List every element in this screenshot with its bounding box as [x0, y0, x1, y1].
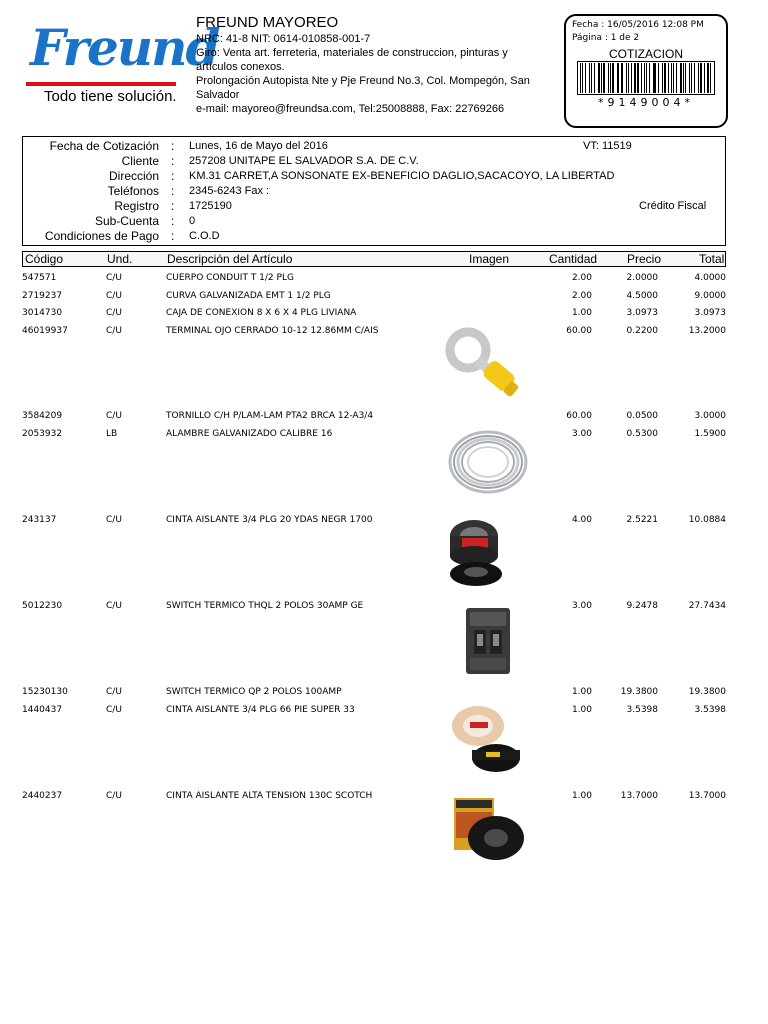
company-nrc-nit: NRC: 41-8 NIT: 0614-010858-001-7 [196, 33, 371, 45]
item-code: 3584209 [22, 411, 63, 421]
document-class: Crédito Fiscal [639, 200, 707, 212]
info-label: Dirección [108, 169, 159, 183]
info-value: 257208 UNITAPE EL SALVADOR S.A. DE C.V. [189, 155, 419, 167]
item-price: 3.5398 [626, 705, 658, 715]
barcode-bar [658, 63, 659, 93]
item-quantity: 1.00 [571, 705, 592, 715]
header-price: Precio [627, 252, 662, 266]
barcode-bar [601, 63, 602, 93]
item-price: 0.5300 [626, 429, 658, 439]
item-unit: C/U [106, 273, 122, 283]
item-code: 46019937 [22, 326, 68, 336]
barcode-bar [646, 63, 647, 93]
item-price: 2.5221 [626, 515, 658, 525]
company-giro: Giro: Venta art. ferreteria, materiales de construccion, pinturas y artículos conexos. [196, 47, 508, 73]
barcode-bar [580, 63, 581, 93]
item-quantity: 60.00 [566, 326, 592, 336]
item-total: 9.0000 [694, 291, 726, 301]
item-price: 2.0000 [626, 273, 658, 283]
barcode-bar [700, 63, 702, 93]
barcode-bar [641, 63, 642, 93]
info-row-condiciones: Condiciones de Pago : C.O.D [23, 229, 727, 244]
wire-coil-image [444, 424, 532, 500]
barcode-bar [673, 63, 674, 93]
barcode-bar [710, 63, 711, 93]
info-label: Fecha de Cotización [49, 139, 159, 153]
barcode-bar [594, 63, 595, 93]
item-price: 4.5000 [626, 291, 658, 301]
barcode-bar [654, 63, 656, 93]
info-label: Teléfonos [107, 184, 159, 198]
barcode-bar [628, 63, 629, 93]
item-unit: LB [106, 429, 118, 439]
item-total: 10.0884 [688, 515, 726, 525]
item-code: 3014730 [22, 308, 63, 318]
stamp-date: Fecha : 16/05/2016 12:08 PM [572, 20, 704, 30]
item-quantity: 1.00 [571, 687, 592, 697]
barcode-bar [676, 63, 677, 93]
info-value: 2345-6243 Fax : [189, 185, 270, 197]
info-row-registro: Registro : 1725190 Crédito Fiscal [23, 199, 727, 214]
info-value: 0 [189, 215, 196, 227]
item-total: 1.5900 [694, 429, 726, 439]
scotch-130c-tape-image [444, 790, 532, 866]
item-unit: C/U [106, 687, 122, 697]
stamp-page: Página : 1 de 2 [572, 33, 640, 43]
item-price: 13.7000 [620, 791, 658, 801]
item-quantity: 1.00 [571, 308, 592, 318]
info-label: Sub-Cuenta [94, 214, 159, 228]
customer-info-box [22, 136, 726, 246]
item-unit: C/U [106, 601, 122, 611]
item-description: SWITCH TERMICO THQL 2 POLOS 30AMP GE [166, 601, 364, 611]
item-description: ALAMBRE GALVANIZADO CALIBRE 16 [166, 429, 333, 439]
barcode-bar [621, 63, 623, 93]
item-description: CINTA AISLANTE ALTA TENSION 130C SCOTCH [166, 791, 373, 801]
barcode-bar [649, 63, 650, 93]
barcode-bar [608, 63, 609, 93]
item-price: 3.0973 [626, 308, 658, 318]
item-quantity: 4.00 [571, 515, 592, 525]
item-description: CINTA AISLANTE 3/4 PLG 66 PIE SUPER 33 [166, 705, 355, 715]
info-label: Condiciones de Pago [44, 229, 159, 243]
item-price: 0.2200 [626, 326, 658, 336]
barcode-bar [626, 63, 627, 93]
barcode-bar [589, 63, 591, 93]
header-description: Descripción del Artículo [167, 252, 293, 266]
electrical-tape-image [444, 512, 532, 588]
company-info [196, 14, 540, 116]
item-code: 15230130 [22, 687, 68, 697]
barcode-bar [591, 63, 592, 93]
barcode-bar [668, 63, 669, 93]
info-row-fecha: Fecha de Cotización : Lunes, 16 de Mayo del 2016 VT: 11519 [23, 139, 727, 154]
item-description: CINTA AISLANTE 3/4 PLG 20 YDAS NEGR 1700 [166, 515, 373, 525]
company-address: Prolongación Autopista Nte y Pje Freund No.3, Col. Mompegón, San Salvador [196, 75, 530, 101]
super33-tape-image [444, 700, 532, 776]
header-image: Imagen [469, 252, 510, 266]
item-unit: C/U [106, 791, 122, 801]
item-total: 3.5398 [694, 705, 726, 715]
barcode-text: *9149004* [598, 96, 694, 109]
logo-brand: Freund [30, 18, 219, 77]
info-row-subcuenta: Sub-Cuenta : 0 [23, 214, 727, 229]
item-unit: C/U [106, 705, 122, 715]
item-total: 4.0000 [694, 273, 726, 283]
item-unit: C/U [106, 326, 122, 336]
barcode-bar [585, 63, 586, 93]
barcode-bar [707, 63, 708, 93]
item-code: 243137 [22, 515, 57, 525]
circuit-breaker-image [444, 604, 532, 680]
vt-number: VT: 11519 [583, 140, 632, 152]
barcode-bar [617, 63, 618, 93]
item-description: CURVA GALVANIZADA EMT 1 1/2 PLG [166, 291, 331, 301]
item-code: 5012230 [22, 601, 63, 611]
item-price: 0.0500 [626, 411, 658, 421]
item-price: 9.2478 [626, 601, 658, 611]
barcode [577, 61, 715, 95]
item-code: 2440237 [22, 791, 63, 801]
barcode-bar [698, 63, 699, 93]
info-value: Lunes, 16 de Mayo del 2016 [189, 140, 328, 152]
item-quantity: 3.00 [571, 429, 592, 439]
item-unit: C/U [106, 411, 122, 421]
item-description: TORNILLO C/H P/LAM-LAM PTA2 BRCA 12-A3/4 [166, 411, 374, 421]
info-row-telefonos: Teléfonos : 2345-6243 Fax : [23, 184, 727, 199]
info-row-cliente: Cliente : 257208 UNITAPE EL SALVADOR S.A. DE C.V. [23, 154, 727, 169]
document-stamp [564, 14, 728, 128]
header-quantity: Cantidad [549, 252, 598, 266]
item-quantity: 2.00 [571, 291, 592, 301]
item-quantity: 1.00 [571, 791, 592, 801]
barcode-bar [680, 63, 682, 93]
logo-tagline: Todo tiene solución. [44, 88, 177, 105]
info-label: Registro [114, 199, 159, 213]
item-unit: C/U [106, 515, 122, 525]
barcode-bar [694, 63, 695, 93]
header-total: Total [699, 252, 725, 266]
barcode-bar [631, 63, 632, 93]
barcode-bar [637, 63, 639, 93]
info-value: 1725190 [189, 200, 232, 212]
item-code: 2053932 [22, 429, 63, 439]
item-description: CAJA DE CONEXION 8 X 6 X 4 PLG LIVIANA [166, 308, 357, 318]
barcode-bar [612, 63, 613, 93]
item-unit: C/U [106, 291, 122, 301]
item-total: 3.0973 [694, 308, 726, 318]
table-header [22, 251, 726, 267]
info-label: Cliente [121, 154, 159, 168]
barcode-bar [671, 63, 672, 93]
barcode-bar [685, 63, 686, 93]
barcode-bar [653, 63, 654, 93]
info-value: C.O.D [189, 230, 220, 242]
item-price: 19.3800 [620, 687, 658, 697]
ring-terminal-image [444, 326, 532, 402]
barcode-bar [610, 63, 611, 93]
barcode-bar [618, 63, 619, 93]
barcode-bar [603, 63, 605, 93]
item-code: 2719237 [22, 291, 63, 301]
item-total: 19.3800 [688, 687, 726, 697]
item-quantity: 2.00 [571, 273, 592, 283]
item-quantity: 60.00 [566, 411, 592, 421]
info-row-direccion: Dirección : KM.31 CARRET,A SONSONATE EX-BENEFICIO DAGLIO,SACACOYO, LA LIBERTAD [23, 169, 727, 184]
barcode-bar [689, 63, 690, 93]
barcode-bar [662, 63, 663, 93]
info-value: KM.31 CARRET,A SONSONATE EX-BENEFICIO DAGLIO,SACACOYO, LA LIBERTAD [189, 170, 615, 182]
document-type: COTIZACION [609, 47, 683, 61]
item-total: 27.7434 [688, 601, 726, 611]
item-total: 13.7000 [688, 791, 726, 801]
barcode-bar [704, 63, 705, 93]
item-description: TERMINAL OJO CERRADO 10-12 12.86MM C/AIS [166, 326, 379, 336]
header-unit: Und. [107, 252, 133, 266]
company-logo [22, 16, 219, 108]
company-name: FREUND MAYOREO [196, 14, 339, 31]
company-contact: e-mail: mayoreo@freundsa.com, Tel:25008888, Fax: 22769266 [196, 103, 505, 115]
item-code: 547571 [22, 273, 57, 283]
item-total: 3.0000 [694, 411, 726, 421]
item-unit: C/U [106, 308, 122, 318]
header-code: Código [25, 252, 64, 266]
barcode-bar [664, 63, 665, 93]
item-description: CUERPO CONDUIT T 1/2 PLG [166, 273, 294, 283]
barcode-bar [634, 63, 635, 93]
item-description: SWITCH TERMICO QP 2 POLOS 100AMP [166, 687, 342, 697]
item-code: 1440437 [22, 705, 63, 715]
barcode-bar [644, 63, 645, 93]
barcode-bar [582, 63, 583, 93]
logo-underline [26, 82, 176, 86]
barcode-bar [598, 63, 599, 93]
item-quantity: 3.00 [571, 601, 592, 611]
barcode-bar [691, 63, 692, 93]
item-total: 13.2000 [688, 326, 726, 336]
barcode-bar [683, 63, 684, 93]
